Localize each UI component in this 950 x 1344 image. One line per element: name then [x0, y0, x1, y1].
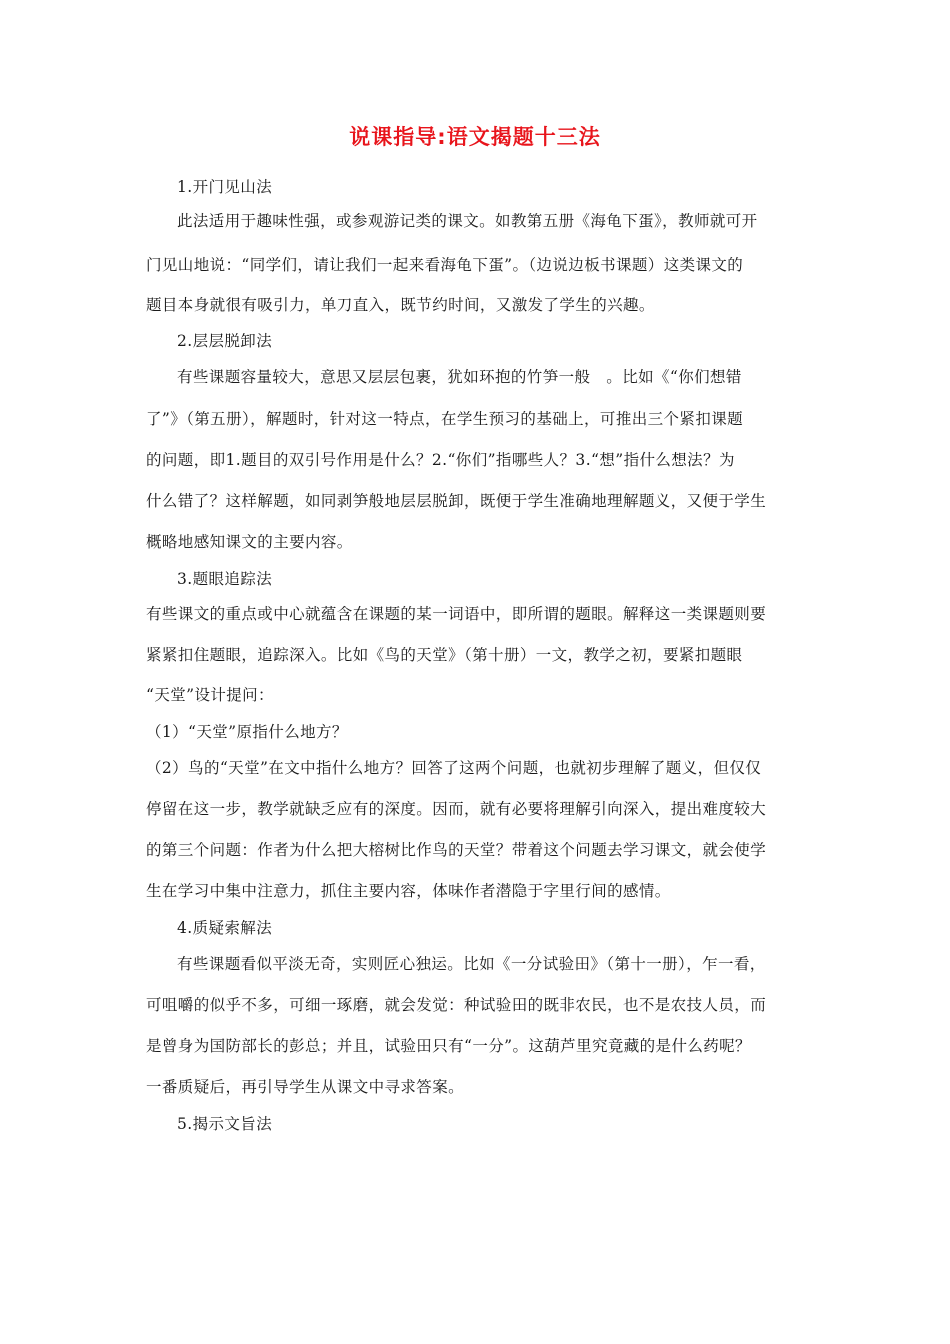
- section-heading: 5.揭示文旨法: [177, 1115, 273, 1133]
- section-heading: 3.题眼追踪法: [177, 570, 273, 588]
- section-heading: 1.开门见山法: [177, 178, 273, 196]
- paragraph-line: 是曾身为国防部长的彭总；并且，试验田只有“一分”。这葫芦里究竟藏的是什么药呢？: [146, 1037, 751, 1055]
- paragraph-line: 此法适用于趣味性强，或参观游记类的课文。如教第五册《海龟下蛋》，教师就可开: [177, 212, 758, 230]
- section-heading: 2.层层脱卸法: [177, 332, 273, 350]
- paragraph-line: （2）鸟的“天堂”在文中指什么地方？回答了这两个问题，也就初步理解了题义，但仅仅: [146, 759, 762, 777]
- paragraph-line: 有些课题容量较大，意思又层层包裹，犹如环抱的竹笋一般 。比如《“你们想错: [177, 368, 742, 386]
- paragraph-line: 的第三个问题：作者为什么把大榕树比作鸟的天堂？带着这个问题去学习课文，就会使学: [146, 841, 767, 859]
- paragraph-line: 题目本身就很有吸引力，单刀直入，既节约时间，又激发了学生的兴趣。: [146, 296, 655, 314]
- paragraph-line: 生在学习中集中注意力，抓住主要内容，体味作者潜隐于字里行间的感情。: [146, 882, 671, 900]
- paragraph-line: 可咀嚼的似乎不多，可细一琢磨，就会发觉：种试验田的既非农民，也不是农技人员，而: [146, 996, 767, 1014]
- section-heading: 4.质疑索解法: [177, 919, 273, 937]
- paragraph-line: 概略地感知课文的主要内容。: [146, 533, 353, 551]
- paragraph-line: 有些课文的重点或中心就蕴含在课题的某一词语中，即所谓的题眼。解释这一类课题则要: [146, 605, 767, 623]
- document-title: 说课指导:语文揭题十三法: [349, 125, 601, 149]
- paragraph-line: （1）“天堂”原指什么地方？: [146, 723, 348, 741]
- paragraph-line: 一番质疑后，再引导学生从课文中寻求答案。: [146, 1078, 465, 1096]
- paragraph-line: 门见山地说：“同学们，请让我们一起来看海龟下蛋”。（边说边板书课题）这类课文的: [146, 256, 744, 274]
- paragraph-line: 有些课题看似平淡无奇，实则匠心独运。比如《一分试验田》（第十一册），乍一看，: [177, 955, 766, 973]
- paragraph-line: 停留在这一步，教学就缺乏应有的深度。因而，就有必要将理解引向深入，提出难度较大: [146, 800, 767, 818]
- paragraph-line: “天堂”设计提问：: [146, 686, 274, 704]
- paragraph-line: 什么错了？这样解题，如同剥笋般地层层脱卸，既便于学生准确地理解题义，又便于学生: [146, 492, 767, 510]
- paragraph-line: 了”》（第五册），解题时，针对这一特点，在学生预习的基础上，可推出三个紧扣课题: [146, 410, 744, 428]
- paragraph-line: 的问题，即1.题目的双引号作用是什么？2.“你们”指哪些人？3.“想”指什么想法？为: [146, 451, 735, 469]
- paragraph-line: 紧紧扣住题眼，追踪深入。比如《鸟的天堂》（第十册）一文，教学之初，要紧扣题眼: [146, 646, 743, 664]
